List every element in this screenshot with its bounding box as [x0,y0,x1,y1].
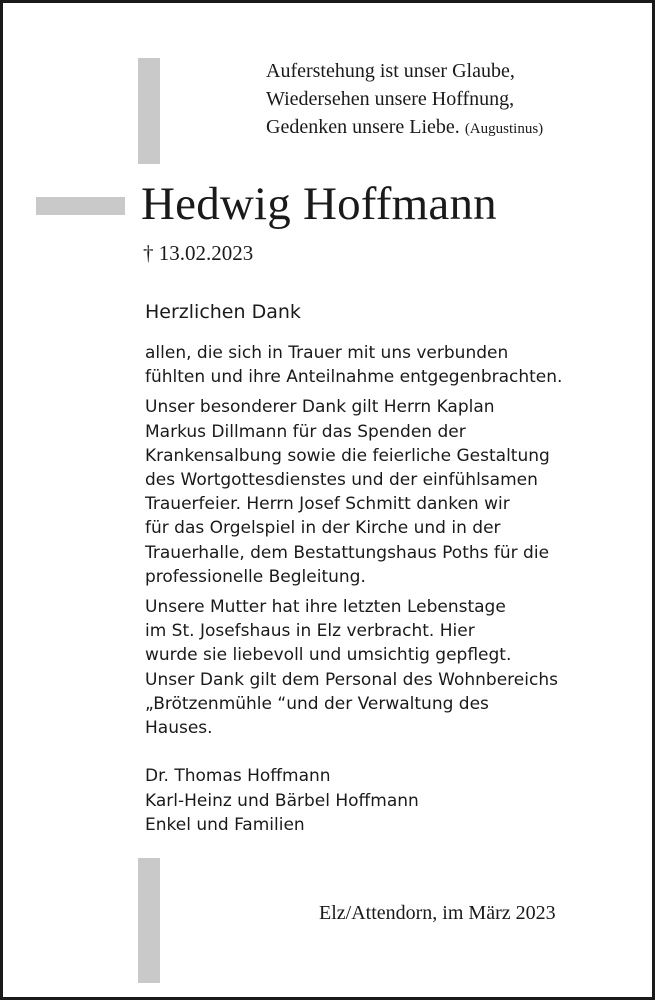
text-line: Hauses. [145,718,213,739]
signer: Karl-Heinz und Bärbel Hoffmann [145,790,419,811]
signer: Enkel und Familien [145,815,305,835]
text-line: professionelle Begleitung. [145,566,366,587]
quote-source: (Augustinus) [464,121,544,137]
deceased-name: Hedwig Hoffmann [141,178,497,230]
quote-line: Wiedersehen unsere Hoffnung, [266,88,515,110]
text-line: Unsere Mutter hat ihre letzten Lebenstage [145,597,506,618]
cross-lower-bar [138,858,160,983]
signers-list [145,764,419,838]
cross-horizontal-bar [36,197,125,215]
quote-line: Auferstehung ist unser Glaube, [266,60,515,82]
paragraph-1 [145,341,562,389]
text-line: Trauerfeier. Herrn Josef Schmitt danken wir [145,494,510,515]
text-line: Unser besonderer Dank gilt Herrn Kaplan [145,397,495,418]
death-date: † 13.02.2023 [143,241,254,265]
text-line: im St. Josefshaus in Elz verbracht. Hier [145,621,475,642]
text-line: des Wortgottesdienstes und der einfühlsamen [145,470,538,491]
paragraph-2 [145,395,562,589]
cross-upper-bar [138,58,160,164]
paragraph-3 [145,595,562,740]
epigraph-quote [266,57,543,143]
quote-line [266,113,543,143]
text-line: „Brötzenmühle “und der Verwaltung des [145,693,489,714]
text-line: Unser Dank gilt dem Personal des Wohnbereichs [145,669,558,690]
thanks-body [145,341,562,746]
text-line: Trauerhalle, dem Bestattungshaus Poths für die [145,542,550,563]
quote-line-text: Gedenken unsere Liebe. [266,116,460,138]
text-line: Markus Dillmann für das Spenden der [145,421,466,442]
place-and-date: Elz/Attendorn, im März 2023 [319,902,556,924]
text-line: allen, die sich in Trauer mit uns verbunden [145,343,509,363]
signer: Dr. Thomas Hoffmann [145,766,331,786]
text-line: für das Orgelspiel in der Kirche und in der [145,518,501,539]
text-line: wurde sie liebevoll und umsichtig gepflegt. [145,645,512,666]
thanks-heading: Herzlichen Dank [145,301,301,323]
text-line: Krankensalbung sowie die feierliche Gestaltung [145,445,550,466]
text-line: fühlten und ihre Anteilnahme entgegenbrachten. [145,367,563,388]
